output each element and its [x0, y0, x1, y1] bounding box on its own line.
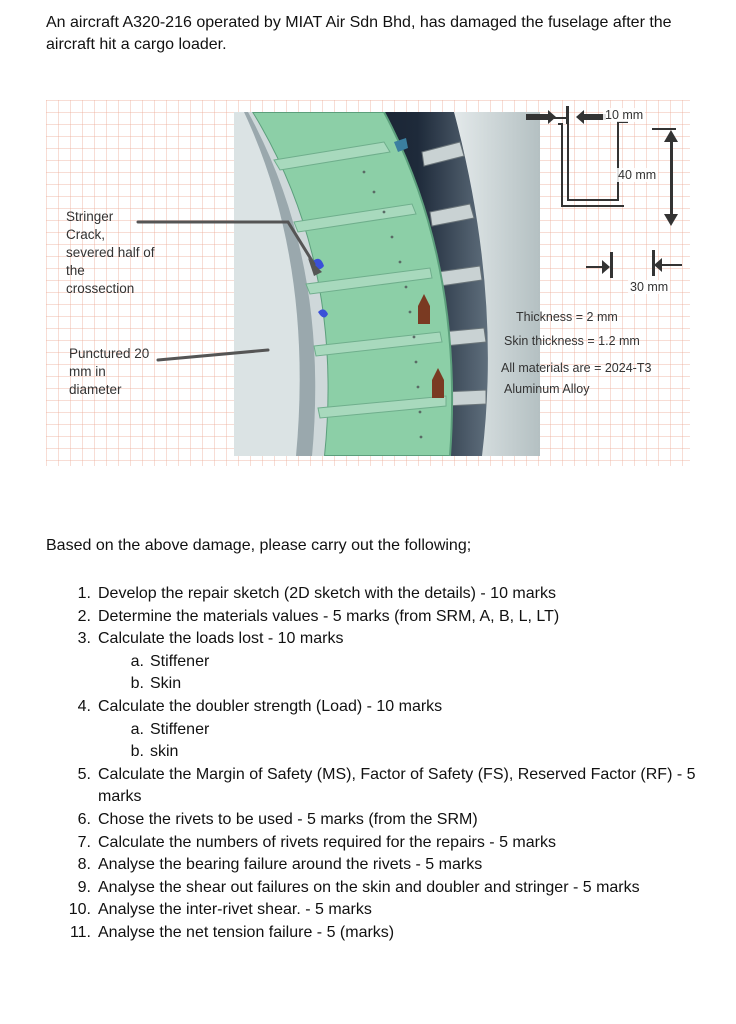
list-item: 3. Calculate the loads lost - 10 marks a. Stiffener b. Skin [46, 628, 706, 696]
stringer-crack-label: Stringer Crack, severed half of the crossection [66, 209, 155, 296]
dimension-10mm: 10 mm [605, 108, 644, 122]
sub-list [98, 719, 706, 764]
stringer-section-sketch [506, 100, 690, 310]
materials-note-line1: All materials are = 2024-T3 [501, 361, 652, 375]
skin-thickness-note: Skin thickness = 1.2 mm [504, 334, 640, 348]
sub-list-item: b. skin [130, 743, 179, 761]
dimension-40mm: 40 mm [618, 168, 657, 182]
intro-paragraph: An aircraft A320-216 operated by MIAT Air Sdn Bhd, has damaged the fuselage after the aircraft hit a cargo loader. [46, 14, 672, 53]
dimension-30mm: 30 mm [630, 280, 669, 294]
list-item: 11. Analyse the net tension failure - 5 (marks) [69, 923, 395, 941]
list-item: 4. Calculate the doubler strength (Load) - 10 marks a. Stiffener b. skin [46, 696, 706, 764]
sub-list [98, 651, 706, 696]
damage-figure [46, 100, 690, 466]
thickness-note: Thickness = 2 mm [516, 310, 618, 324]
puncture-label: Punctured 20 mm in diameter [69, 346, 150, 397]
list-item: 2. Determine the materials values - 5 marks (from SRM, A, B, L, LT) [77, 607, 560, 625]
list-item: 1. Develop the repair sketch (2D sketch with the details) - 10 marks [77, 585, 556, 602]
list-item: 6. Chose the rivets to be used - 5 marks (from the SRM) [77, 810, 478, 828]
list-item: 8. Analyse the bearing failure around the rivets - 5 marks [77, 856, 483, 874]
list-item: 7. Calculate the numbers of rivets required for the repairs - 5 marks [77, 833, 556, 851]
list-item: 5. Calculate the Margin of Safety (MS), Factor of Safety (FS), Reserved Factor (RF) - 5 marks [77, 765, 696, 806]
list-item: 10. Analyse the inter-rivet shear. - 5 marks [68, 901, 372, 919]
task-list [46, 583, 706, 945]
sub-list-item: b. Skin [130, 675, 182, 693]
sub-list-item: a. Stiffener [130, 652, 210, 670]
instruction-prompt: Based on the above damage, please carry out the following; [46, 537, 472, 554]
materials-note-line2: Aluminum Alloy [504, 382, 590, 396]
sub-list-item: a. Stiffener [130, 720, 210, 738]
list-item: 9. Analyse the shear out failures on the skin and doubler and stringer - 5 marks [77, 878, 640, 896]
